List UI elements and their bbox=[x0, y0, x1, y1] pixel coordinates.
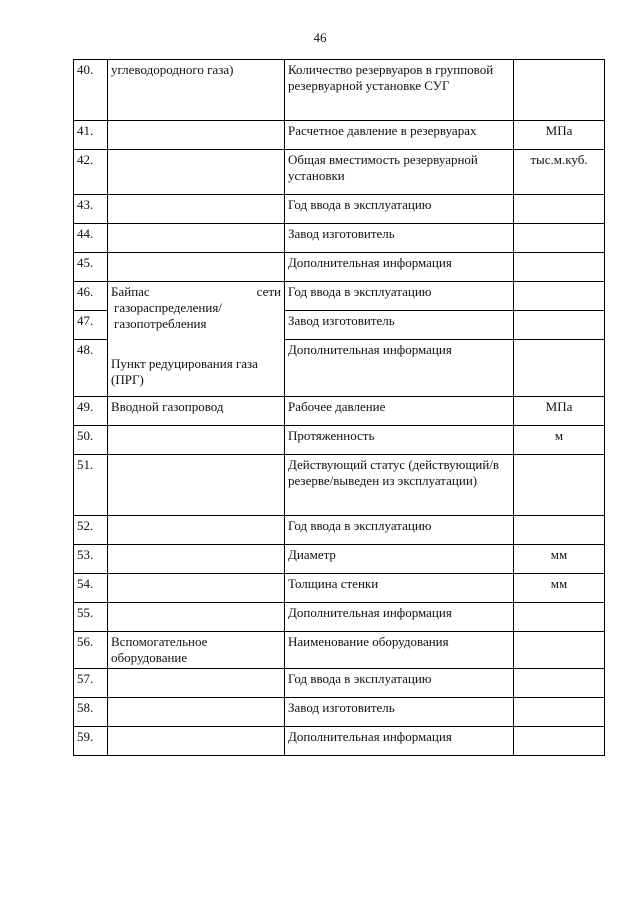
row-parameter: Год ввода в эксплуатацию bbox=[285, 516, 514, 545]
section-lpg: углеводородного газа) bbox=[108, 60, 285, 121]
row-parameter: Толщина стенки bbox=[285, 574, 514, 603]
bypass-word: сети bbox=[256, 284, 281, 299]
section-cell bbox=[108, 574, 285, 603]
table-row bbox=[74, 426, 605, 455]
row-unit bbox=[514, 603, 605, 632]
section-cell bbox=[108, 426, 285, 455]
row-unit: м bbox=[514, 426, 605, 455]
section-inlet: Вводной газопровод bbox=[108, 397, 285, 426]
section-cell bbox=[108, 195, 285, 224]
prg-title: Пункт редуцирования газа (ПРГ) bbox=[111, 356, 258, 387]
section-cell bbox=[108, 669, 285, 698]
row-number: 55. bbox=[74, 603, 108, 632]
row-parameter: Дополнительная информация bbox=[285, 603, 514, 632]
section-cell bbox=[108, 150, 285, 195]
row-number: 46. bbox=[74, 282, 108, 311]
row-number: 40. bbox=[74, 60, 108, 121]
row-parameter: Завод изготовитель bbox=[285, 224, 514, 253]
table-row bbox=[74, 282, 605, 311]
row-number: 54. bbox=[74, 574, 108, 603]
row-number: 58. bbox=[74, 698, 108, 727]
table-row bbox=[74, 150, 605, 195]
row-parameter: Расчетное давление в резервуарах bbox=[285, 121, 514, 150]
row-unit bbox=[514, 727, 605, 756]
row-number: 53. bbox=[74, 545, 108, 574]
row-unit bbox=[514, 311, 605, 340]
row-unit bbox=[514, 632, 605, 669]
page-number: 46 bbox=[313, 30, 327, 45]
table-row bbox=[74, 455, 605, 516]
table-row bbox=[74, 224, 605, 253]
row-parameter: Год ввода в эксплуатацию bbox=[285, 282, 514, 311]
row-parameter: Наименование оборудования bbox=[285, 632, 514, 669]
row-parameter: Дополнительная информация bbox=[285, 340, 514, 397]
table-row bbox=[74, 603, 605, 632]
bypass-subtitle: газораспределения/ газопотребления bbox=[114, 300, 222, 331]
section-cell bbox=[108, 455, 285, 516]
section-cell bbox=[108, 545, 285, 574]
equipment-table bbox=[73, 59, 605, 756]
row-number: 59. bbox=[74, 727, 108, 756]
row-number: 56. bbox=[74, 632, 108, 669]
section-cell bbox=[108, 727, 285, 756]
row-number: 42. bbox=[74, 150, 108, 195]
row-parameter: Дополнительная информация bbox=[285, 727, 514, 756]
section-cell bbox=[108, 603, 285, 632]
row-unit bbox=[514, 60, 605, 121]
row-parameter: Общая вместимость резервуарной установки bbox=[285, 150, 514, 195]
row-parameter: Рабочее давление bbox=[285, 397, 514, 426]
row-number: 52. bbox=[74, 516, 108, 545]
row-parameter: Завод изготовитель bbox=[285, 698, 514, 727]
row-unit bbox=[514, 195, 605, 224]
row-unit bbox=[514, 340, 605, 397]
table-row bbox=[74, 632, 605, 669]
row-number: 43. bbox=[74, 195, 108, 224]
table-row bbox=[74, 121, 605, 150]
table-row bbox=[74, 60, 605, 121]
table-row bbox=[74, 397, 605, 426]
row-parameter: Завод изготовитель bbox=[285, 311, 514, 340]
row-number: 41. bbox=[74, 121, 108, 150]
section-cell bbox=[108, 121, 285, 150]
row-number: 50. bbox=[74, 426, 108, 455]
table-row bbox=[74, 574, 605, 603]
section-cell bbox=[108, 516, 285, 545]
section-cell bbox=[108, 253, 285, 282]
row-unit bbox=[514, 669, 605, 698]
bypass-title bbox=[111, 284, 281, 300]
row-unit bbox=[514, 516, 605, 545]
row-parameter: Год ввода в эксплуатацию bbox=[285, 195, 514, 224]
row-unit: тыс.м.куб. bbox=[514, 150, 605, 195]
section-aux: Вспомогательное оборудование bbox=[108, 632, 285, 669]
row-unit bbox=[514, 698, 605, 727]
row-number: 49. bbox=[74, 397, 108, 426]
row-number: 57. bbox=[74, 669, 108, 698]
table-row bbox=[74, 195, 605, 224]
row-unit bbox=[514, 224, 605, 253]
table-row bbox=[74, 516, 605, 545]
row-unit bbox=[514, 253, 605, 282]
row-number: 45. bbox=[74, 253, 108, 282]
row-number: 47. bbox=[74, 311, 108, 340]
section-cell bbox=[108, 224, 285, 253]
bypass-word: Байпас bbox=[111, 284, 150, 299]
row-parameter: Действующий статус (действующий/в резерве/выведен из эксплуатации) bbox=[285, 455, 514, 516]
section-cell bbox=[108, 698, 285, 727]
table-row bbox=[74, 727, 605, 756]
row-parameter: Дополнительная информация bbox=[285, 253, 514, 282]
table-row bbox=[74, 669, 605, 698]
section-bypass bbox=[108, 282, 285, 397]
row-parameter: Год ввода в эксплуатацию bbox=[285, 669, 514, 698]
row-parameter: Количество резервуаров в групповой резервуарной установке СУГ bbox=[285, 60, 514, 121]
table-row bbox=[74, 253, 605, 282]
row-parameter: Диаметр bbox=[285, 545, 514, 574]
row-unit: мм bbox=[514, 545, 605, 574]
row-number: 51. bbox=[74, 455, 108, 516]
row-unit: мм bbox=[514, 574, 605, 603]
row-number: 48. bbox=[74, 340, 108, 397]
row-unit bbox=[514, 455, 605, 516]
row-unit: МПа bbox=[514, 121, 605, 150]
row-unit: МПа bbox=[514, 397, 605, 426]
row-parameter: Протяженность bbox=[285, 426, 514, 455]
table-row bbox=[74, 545, 605, 574]
row-number: 44. bbox=[74, 224, 108, 253]
table-row bbox=[74, 698, 605, 727]
row-unit bbox=[514, 282, 605, 311]
